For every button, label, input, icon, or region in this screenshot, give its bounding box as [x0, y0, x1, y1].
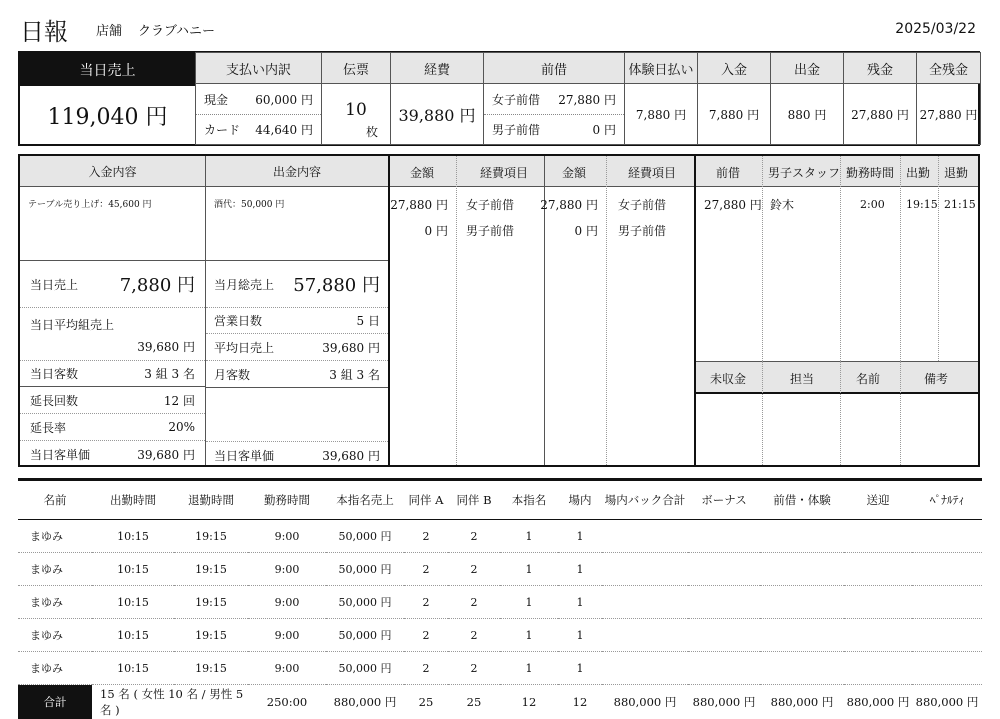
stat-label: 当日売上 [30, 276, 78, 293]
withdraw-content-header: 出金内容 [206, 156, 388, 187]
table-cell: 2 [448, 553, 500, 586]
slips-header: 伝票 [322, 53, 391, 84]
advance-female-value: 27,880 円 [558, 91, 616, 108]
table-cell [844, 520, 912, 553]
stat-label: 当日平均組売上 [30, 316, 114, 333]
total-cell: 250:00 [248, 685, 326, 719]
expense-amount: 27,880 円 [540, 196, 598, 213]
table-cell [760, 619, 844, 652]
advance-header: 前借 [484, 53, 625, 84]
card-value: 44,640 円 [255, 121, 313, 138]
expense-amount: 0 円 [575, 222, 598, 239]
total-label: 合計 [18, 685, 92, 719]
stat-value: 3 組 3 名 [329, 366, 380, 383]
table-cell: 50,000 円 [326, 520, 404, 553]
expense-block [390, 154, 696, 467]
table-cell: 10:15 [92, 520, 174, 553]
withdraw-content-text: 酒代：50,000 円 [214, 197, 284, 210]
table-row [18, 553, 982, 586]
trial-value: 7,880 円 [625, 84, 698, 145]
table-cell: 1 [500, 586, 558, 619]
table-cell: 9:00 [248, 619, 326, 652]
stat-value: 12 回 [164, 392, 195, 409]
table-cell: 9:00 [248, 652, 326, 685]
balance-header: 残金 [844, 53, 917, 84]
table-cell [912, 652, 982, 685]
cash-value: 60,000 円 [255, 91, 313, 108]
stat-label: 当日客単価 [214, 447, 274, 464]
stat-label: 営業日数 [214, 312, 262, 329]
col-header: 本指名売上 [326, 480, 404, 520]
col-header: 退勤時間 [174, 480, 248, 520]
male-staff-col-header: 男子スタッフ [768, 164, 840, 181]
expense-amount: 0 円 [425, 222, 448, 239]
out-col-header: 退勤 [944, 164, 968, 181]
stat-value: 57,880 円 [293, 271, 380, 297]
sales-value: 119,040 円 [20, 86, 195, 144]
table-cell [912, 586, 982, 619]
table-cell: 19:15 [174, 553, 248, 586]
clock-out: 21:15 [944, 198, 976, 211]
table-cell [844, 553, 912, 586]
total-cell: 880,000 円 [844, 685, 912, 719]
report-date: 2025/03/22 [895, 21, 976, 37]
stat-value: 39,680 円 [322, 447, 380, 464]
table-cell: 1 [558, 520, 602, 553]
payments-header: 支払い内訳 [196, 53, 322, 84]
stat-value: 20% [168, 420, 195, 434]
deposit-header: 入金 [698, 53, 771, 84]
table-cell: 2 [404, 553, 448, 586]
total-cell: 880,000 円 [602, 685, 688, 719]
deposit-value: 7,880 円 [698, 84, 771, 145]
table-cell: 1 [500, 619, 558, 652]
staff-name-cell: まゆみ [18, 586, 92, 619]
total-cell: 880,000 円 [326, 685, 404, 719]
table-cell: 1 [558, 652, 602, 685]
expense-amount: 27,880 円 [390, 196, 448, 213]
table-cell: 1 [500, 553, 558, 586]
table-cell: 19:15 [174, 619, 248, 652]
table-cell [602, 553, 688, 586]
remarks-col-header: 備考 [924, 370, 948, 387]
in-charge-col-header: 担当 [790, 370, 814, 387]
table-cell: 10:15 [92, 553, 174, 586]
stat-label: 月客数 [214, 366, 250, 383]
advance-male-label: 男子前借 [492, 121, 540, 138]
total-cell: 880,000 円 [688, 685, 760, 719]
table-cell: 9:00 [248, 553, 326, 586]
staff-name-cell: まゆみ [18, 619, 92, 652]
table-cell [760, 586, 844, 619]
table-cell: 50,000 円 [326, 619, 404, 652]
total-headcount: 15 名 ( 女性 10 名 / 男性 5 名 ) [92, 685, 248, 719]
expense-item-header: 経費項目 [480, 164, 528, 181]
table-cell: 2 [448, 619, 500, 652]
table-cell: 19:15 [174, 652, 248, 685]
page-title: 日報 [20, 12, 68, 47]
col-header: ボーナス [688, 480, 760, 520]
table-cell [688, 553, 760, 586]
left-stats [20, 261, 205, 465]
table-cell: 50,000 円 [326, 586, 404, 619]
col-header: 名前 [18, 480, 92, 520]
store-name: クラブハニー [138, 20, 215, 39]
expense-item: 男子前借 [466, 222, 514, 239]
table-cell: 2 [404, 586, 448, 619]
table-cell [602, 520, 688, 553]
col-header: ﾍﾟﾅﾙﾃｨ [912, 480, 982, 520]
name-col-header: 名前 [856, 370, 880, 387]
table-row [18, 520, 982, 553]
expenses-header: 経費 [391, 53, 484, 84]
table-cell: 50,000 円 [326, 553, 404, 586]
table-cell [602, 586, 688, 619]
total-balance-value: 27,880 円 [917, 84, 981, 145]
amount-header: 金額 [562, 164, 586, 181]
expenses-value: 39,880 円 [391, 84, 484, 145]
col-header: 前借・体験 [760, 480, 844, 520]
table-cell [760, 553, 844, 586]
staff-name-cell: まゆみ [18, 652, 92, 685]
col-header: 本指名 [500, 480, 558, 520]
content-block [18, 154, 390, 467]
stat-value: 39,680 円 [137, 338, 195, 355]
stat-value: 7,880 円 [120, 271, 195, 297]
right-stats [206, 261, 388, 465]
stat-value: 39,680 円 [322, 339, 380, 356]
table-cell [688, 619, 760, 652]
cash-label: 現金 [204, 91, 228, 108]
table-cell [912, 553, 982, 586]
total-cell: 12 [558, 685, 602, 719]
table-cell [688, 520, 760, 553]
col-header: 同伴 B [448, 480, 500, 520]
table-cell: 2 [448, 586, 500, 619]
staff-name: 鈴木 [770, 196, 794, 213]
stat-label: 当日客単価 [30, 446, 90, 463]
table-cell: 1 [500, 652, 558, 685]
advance-value: 27,880 円 [704, 196, 762, 213]
col-header: 場内 [558, 480, 602, 520]
table-cell: 9:00 [248, 586, 326, 619]
store-label: 店舗 [96, 20, 122, 39]
col-header: 場内バック合計 [602, 480, 688, 520]
trial-header: 体験日払い [625, 53, 698, 84]
table-cell [688, 652, 760, 685]
table-cell: 50,000 円 [326, 652, 404, 685]
expense-item: 男子前借 [618, 222, 666, 239]
col-header: 出勤時間 [92, 480, 174, 520]
table-cell [844, 652, 912, 685]
table-cell: 1 [558, 619, 602, 652]
table-cell [844, 586, 912, 619]
table-cell [602, 652, 688, 685]
stat-value: 5 日 [357, 312, 380, 329]
expense-item-header: 経費項目 [628, 164, 676, 181]
expense-item: 女子前借 [618, 196, 666, 213]
expense-item: 女子前借 [466, 196, 514, 213]
deposit-content-header: 入金内容 [20, 156, 206, 187]
table-cell [602, 619, 688, 652]
table-cell [688, 586, 760, 619]
table-cell: 2 [448, 520, 500, 553]
table-cell: 2 [404, 619, 448, 652]
total-cell: 12 [500, 685, 558, 719]
table-cell: 2 [404, 520, 448, 553]
balance-value: 27,880 円 [844, 84, 917, 145]
advance-male-value: 0 円 [593, 121, 616, 138]
table-cell: 10:15 [92, 652, 174, 685]
table-cell: 10:15 [92, 586, 174, 619]
table-cell: 1 [500, 520, 558, 553]
table-cell [760, 520, 844, 553]
table-cell: 1 [558, 553, 602, 586]
withdraw-value: 880 円 [771, 84, 844, 145]
table-row [18, 586, 982, 619]
table-row [18, 619, 982, 652]
stat-label: 延長率 [30, 419, 66, 436]
col-header: 同伴 A [404, 480, 448, 520]
total-balance-header: 全残金 [917, 53, 981, 84]
table-cell: 19:15 [174, 586, 248, 619]
total-cell: 880,000 円 [912, 685, 982, 719]
slips-value: 10 [345, 100, 367, 120]
stat-value: 3 組 3 名 [144, 365, 195, 382]
col-header: 勤務時間 [248, 480, 326, 520]
table-cell [912, 619, 982, 652]
total-cell: 25 [404, 685, 448, 719]
table-cell: 19:15 [174, 520, 248, 553]
withdraw-header: 出金 [771, 53, 844, 84]
table-cell [760, 652, 844, 685]
deposit-content-text: テーブル売り上げ：45,600 円 [28, 197, 152, 210]
advance-col-header: 前借 [716, 164, 740, 181]
card-label: カード [204, 121, 240, 138]
table-cell: 2 [404, 652, 448, 685]
col-header: 送迎 [844, 480, 912, 520]
summary-table [18, 51, 980, 146]
total-cell: 880,000 円 [760, 685, 844, 719]
table-cell [912, 520, 982, 553]
sales-header: 当日売上 [20, 53, 195, 86]
table-cell [844, 619, 912, 652]
total-row [18, 685, 982, 719]
slips-unit: 枚 [366, 123, 378, 140]
stat-label: 当日客数 [30, 365, 78, 382]
table-cell: 2 [448, 652, 500, 685]
work-hours: 2:00 [860, 198, 885, 211]
hours-col-header: 勤務時間 [846, 164, 894, 181]
amount-header: 金額 [410, 164, 434, 181]
table-row [18, 652, 982, 685]
advance-female-label: 女子前借 [492, 91, 540, 108]
total-cell: 25 [448, 685, 500, 719]
clock-in: 19:15 [906, 198, 938, 211]
staff-advance-block [696, 154, 980, 467]
staff-name-cell: まゆみ [18, 520, 92, 553]
staff-name-cell: まゆみ [18, 553, 92, 586]
in-col-header: 出勤 [906, 164, 930, 181]
table-cell: 10:15 [92, 619, 174, 652]
stat-label: 当月総売上 [214, 276, 274, 293]
stat-label: 平均日売上 [214, 339, 274, 356]
staff-table [18, 478, 982, 719]
unpaid-col-header: 未収金 [710, 370, 746, 387]
table-cell: 9:00 [248, 520, 326, 553]
stat-value: 39,680 円 [137, 446, 195, 463]
table-cell: 1 [558, 586, 602, 619]
stat-label: 延長回数 [30, 392, 78, 409]
